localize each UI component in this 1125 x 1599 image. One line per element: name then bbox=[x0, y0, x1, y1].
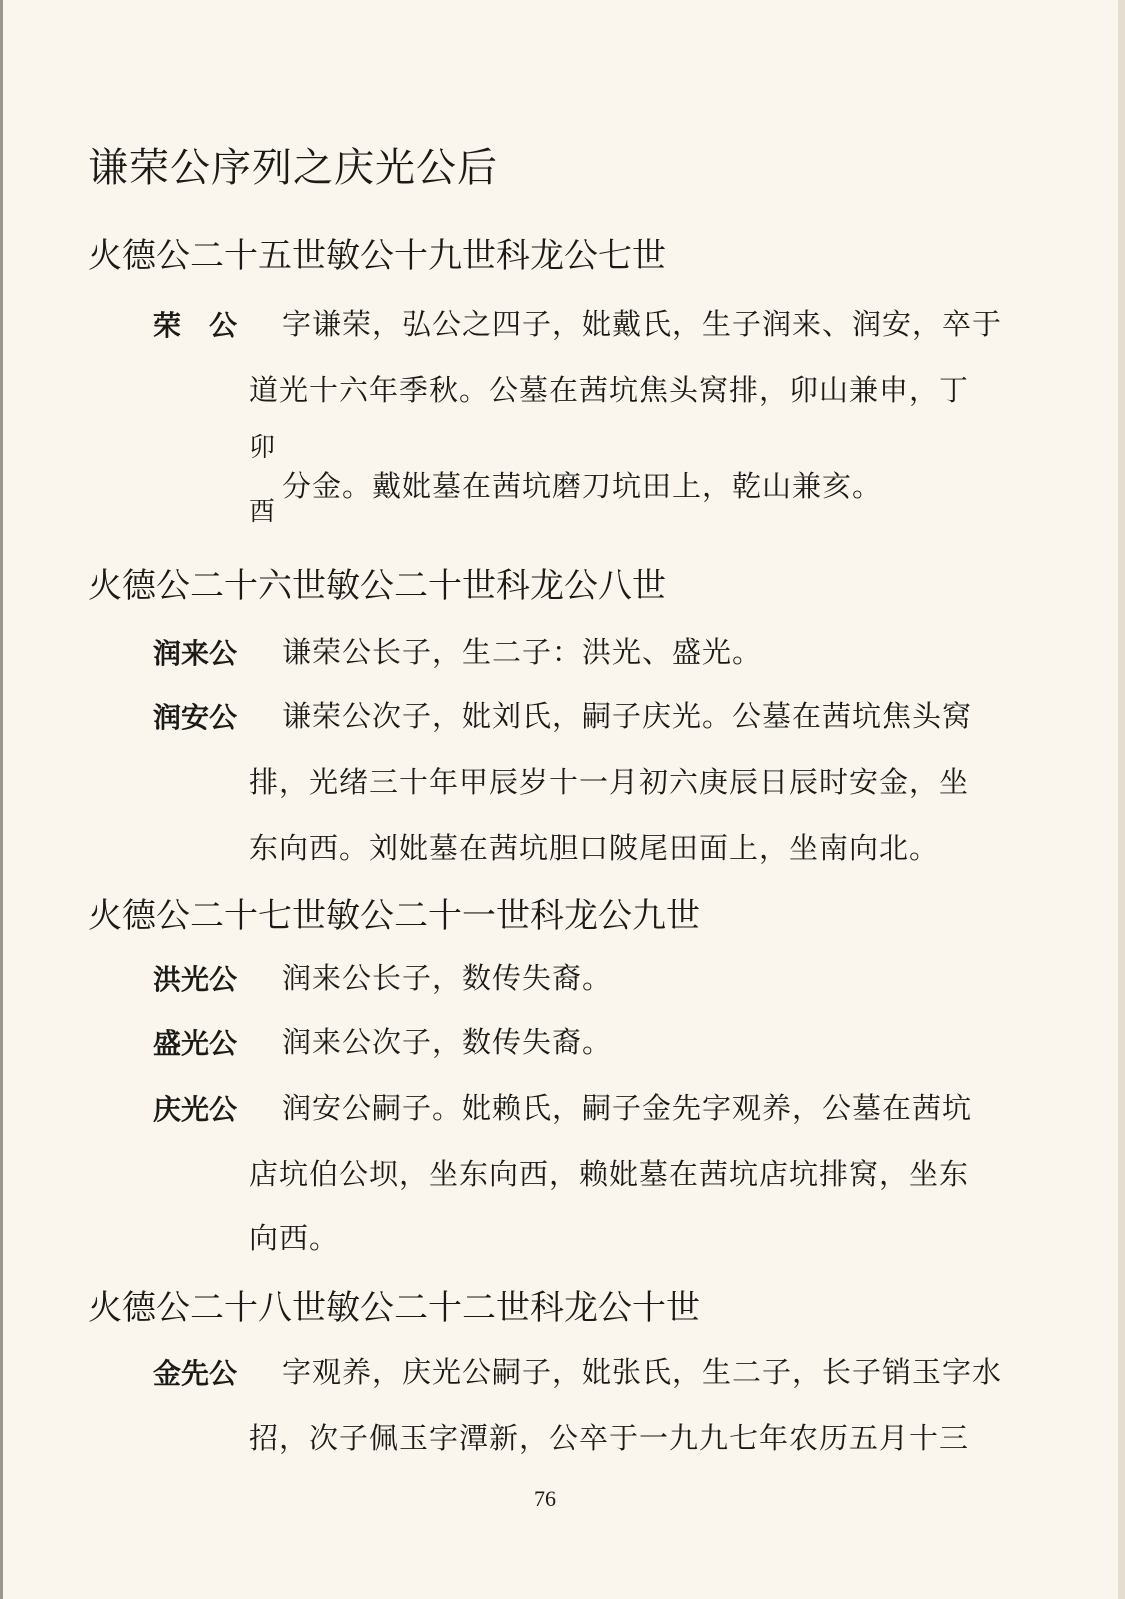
entry-line: 东向西。刘妣墓在茜坑胆口陂尾田面上，坐南向北。 bbox=[249, 831, 940, 865]
interlinear-note-top: 卯 bbox=[249, 433, 276, 463]
entry-line: 谦荣公次子，妣刘氏，嗣子庆光。公墓在茜坑焦头窝 bbox=[282, 699, 973, 733]
section-heading: 火德公二十六世敏公二十世科龙公八世 bbox=[88, 566, 666, 606]
entry-line: 润来公次子，数传失裔。 bbox=[282, 1025, 613, 1059]
entry-line: 谦荣公长子，生二子：洪光、盛光。 bbox=[282, 635, 763, 669]
entry-name: 庆光公 bbox=[153, 1093, 238, 1126]
entry-name: 金先公 bbox=[153, 1357, 238, 1390]
entry-line: 分金。戴妣墓在茜坑磨刀坑田上，乾山兼亥。 bbox=[282, 469, 883, 503]
entry-name: 洪光公 bbox=[153, 963, 238, 996]
page-number: 76 bbox=[534, 1486, 556, 1511]
page-right-edge bbox=[1118, 0, 1125, 1599]
entry-line: 排，光绪三十年甲辰岁十一月初六庚辰日辰时安金，坐 bbox=[249, 765, 970, 799]
page-title: 谦荣公序列之庆光公后 bbox=[88, 145, 498, 191]
entry-line: 润来公长子，数传失裔。 bbox=[282, 961, 613, 995]
entry-line: 字观养，庆光公嗣子，妣张氏，生二子，长子销玉字水 bbox=[282, 1355, 1003, 1389]
page-left-edge bbox=[0, 0, 3, 1599]
entry-line: 字谦荣，弘公之四子，妣戴氏，生子润来、润安，卒于 bbox=[282, 307, 1003, 341]
entry-name: 润安公 bbox=[153, 701, 238, 734]
entry-line: 店坑伯公坝，坐东向西，赖妣墓在茜坑店坑排窝，坐东 bbox=[249, 1157, 970, 1191]
entry-line: 招，次子佩玉字潭新，公卒于一九九七年农历五月十三 bbox=[249, 1421, 970, 1455]
entry-line: 润安公嗣子。妣赖氏，嗣子金先字观养，公墓在茜坑 bbox=[282, 1091, 973, 1125]
interlinear-note-bottom: 酉 bbox=[249, 497, 276, 527]
section-heading: 火德公二十七世敏公二十一世科龙公九世 bbox=[88, 896, 700, 936]
section-heading: 火德公二十五世敏公十九世科龙公七世 bbox=[88, 236, 666, 276]
entry-name: 荣 公 bbox=[153, 309, 238, 342]
entry-line: 道光十六年季秋。公墓在茜坑焦头窝排，卯山兼申，丁 bbox=[249, 373, 970, 407]
entry-name: 润来公 bbox=[153, 637, 238, 670]
entry-name: 盛光公 bbox=[153, 1027, 238, 1060]
section-heading: 火德公二十八世敏公二十二世科龙公十世 bbox=[88, 1288, 700, 1328]
entry-line: 向西。 bbox=[249, 1221, 340, 1255]
